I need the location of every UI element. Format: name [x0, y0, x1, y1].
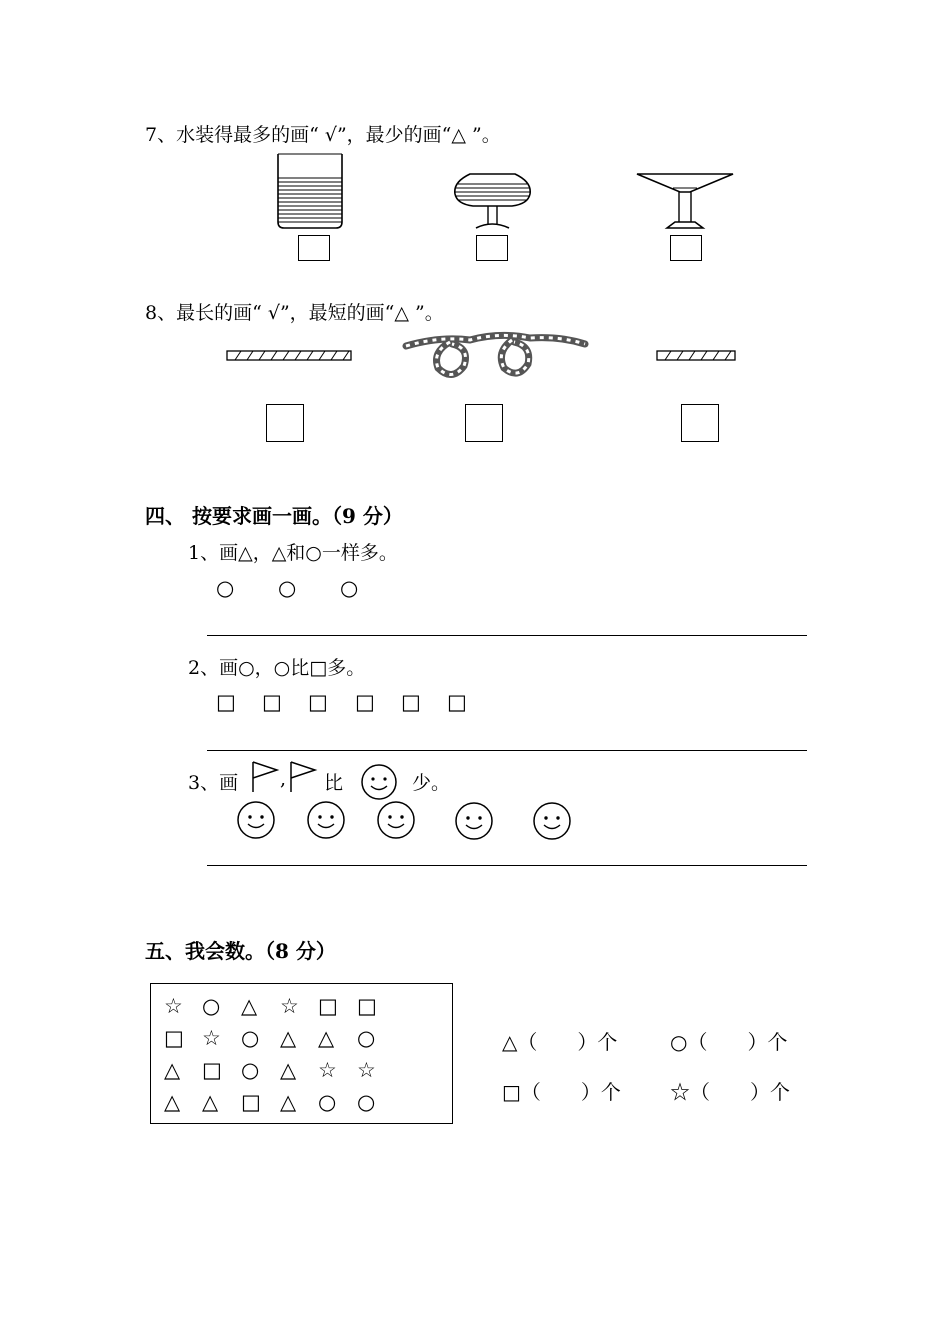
question-8-text: 8、最长的画“ √”，最短的画“△ ”。 [145, 302, 444, 324]
tall-cup-illustration [270, 150, 350, 232]
item-3-comma: , [280, 768, 287, 790]
grid-shape: ○ [318, 1090, 337, 1114]
answer-box-rope-2[interactable] [465, 404, 503, 442]
item-1-text: 1、画△，△和○一样多。 [188, 542, 398, 564]
square-count-answer[interactable]: □（ ）个 [502, 1080, 621, 1104]
grid-shape: △ [202, 1090, 219, 1114]
grid-shape: □ [164, 1026, 184, 1050]
grid-shape: ☆ [280, 994, 299, 1018]
grid-shape: ○ [357, 1090, 376, 1114]
grid-shape: △ [241, 994, 258, 1018]
square-symbol: □ [401, 690, 421, 714]
circle-symbol: ○ [216, 576, 235, 600]
shape-counting-grid [150, 983, 453, 1124]
triangle-count-answer[interactable]: △（ ）个 [502, 1030, 618, 1054]
grid-shape: △ [164, 1058, 181, 1082]
coiled-rope-illustration [400, 330, 590, 382]
square-symbol: □ [355, 690, 375, 714]
answer-box-rope-1[interactable] [266, 404, 304, 442]
section-5-heading: 五、我会数。（8 分） [145, 939, 336, 963]
smiley-face-icon [360, 763, 398, 801]
square-symbol: □ [216, 690, 236, 714]
answer-line-3[interactable] [207, 865, 807, 866]
answer-box-tall-cup[interactable] [298, 235, 330, 261]
smiley-face-icon [454, 801, 494, 841]
grid-shape: □ [241, 1090, 261, 1114]
grid-shape: ○ [241, 1026, 260, 1050]
smiley-face-icon [532, 801, 572, 841]
circle-count-answer[interactable]: ○（ ）个 [670, 1030, 788, 1054]
bowl-glass-illustration [450, 170, 535, 232]
square-symbol: □ [262, 690, 282, 714]
circle-symbol: ○ [340, 576, 359, 600]
grid-shape: ☆ [318, 1058, 337, 1082]
item-2-text: 2、画○，○比□多。 [188, 657, 366, 679]
grid-shape: ○ [241, 1058, 260, 1082]
grid-shape: △ [318, 1026, 335, 1050]
square-symbol: □ [447, 690, 467, 714]
answer-box-bowl-glass[interactable] [476, 235, 508, 261]
grid-shape: △ [280, 1026, 297, 1050]
grid-shape: ☆ [164, 994, 183, 1018]
answer-line-2[interactable] [207, 750, 807, 751]
answer-box-martini-glass[interactable] [670, 235, 702, 261]
grid-shape: □ [202, 1058, 222, 1082]
grid-shape: ○ [202, 994, 221, 1018]
section-4-heading: 四、 按要求画一画。（9 分） [145, 504, 403, 528]
grid-shape: △ [280, 1058, 297, 1082]
flag-icon [250, 760, 280, 794]
item-3-suffix: 少。 [412, 772, 451, 794]
straight-rope-short-illustration [655, 348, 739, 364]
star-count-answer[interactable]: ☆（ ）个 [670, 1080, 790, 1104]
answer-line-1[interactable] [207, 635, 807, 636]
answer-box-rope-3[interactable] [681, 404, 719, 442]
grid-shape: △ [280, 1090, 297, 1114]
grid-shape: ☆ [202, 1026, 221, 1050]
smiley-face-icon [376, 800, 416, 840]
grid-shape: □ [318, 994, 338, 1018]
grid-shape: △ [164, 1090, 181, 1114]
straight-rope-long-illustration [225, 348, 355, 364]
smiley-face-icon [306, 800, 346, 840]
grid-shape: ○ [357, 1026, 376, 1050]
flag-icon [288, 760, 318, 794]
smiley-face-icon [236, 800, 276, 840]
grid-shape: ☆ [357, 1058, 376, 1082]
grid-shape: □ [357, 994, 377, 1018]
square-symbol: □ [308, 690, 328, 714]
item-3-mid: 比 [324, 772, 344, 794]
item-3-prefix: 3、画 [188, 772, 239, 794]
martini-glass-illustration [635, 170, 735, 232]
circle-symbol: ○ [278, 576, 297, 600]
question-7-text: 7、水装得最多的画“ √”，最少的画“△ ”。 [145, 124, 501, 146]
